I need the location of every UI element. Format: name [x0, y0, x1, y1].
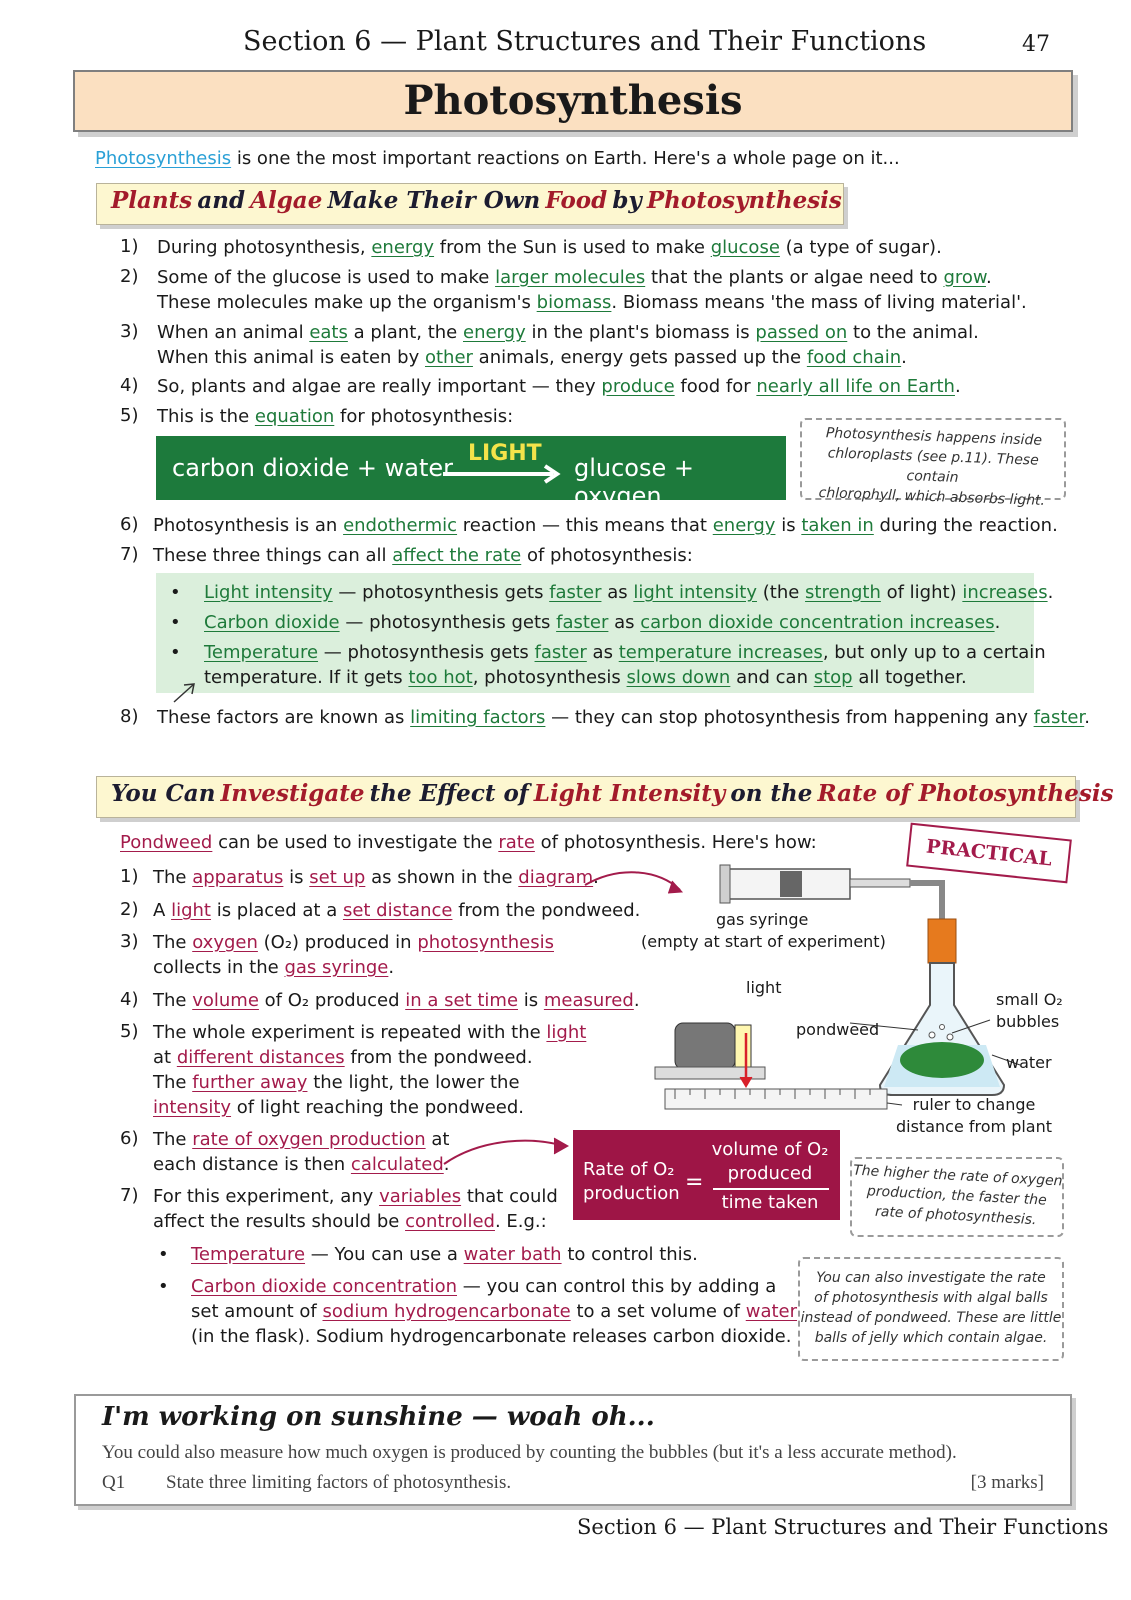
rate-equation	[573, 1130, 840, 1220]
note-chloroplasts: Photosynthesis happens inside chloroplasts (see p.11). These contain chlorophyll, which absorbs light.	[800, 418, 1066, 500]
step-number: 4)	[120, 989, 139, 1010]
point-number: 4)	[120, 375, 139, 396]
point-number: 2)	[120, 266, 139, 287]
note-algal-balls: You can also investigate the rate of photosynthesis with algal balls instead of pondweed. These are little balls of jelly which contain algae.	[798, 1257, 1064, 1361]
equation-reactants: carbon dioxide + water	[172, 454, 453, 482]
bullet: •	[158, 1244, 169, 1265]
rate-numerator: volume of O₂ produced	[711, 1139, 829, 1184]
keyword: taken in	[801, 515, 874, 536]
photosynthesis-equation	[156, 436, 786, 510]
keyword: energy	[712, 515, 776, 536]
step-number: 7)	[120, 1185, 139, 1206]
bullet: •	[158, 1276, 169, 1297]
sub1-word: Food	[545, 187, 608, 214]
step-number: 1)	[120, 866, 139, 887]
point-5: This is the equation for photosynthesis:	[157, 406, 514, 427]
control-co2: Carbon dioxide concentration — you can control this by adding a set amount of sodium hydrogencarbonate to a set volume of water (in the flask). Sodium hydrogencarbonate releases carbon dioxide.	[191, 1276, 798, 1347]
rate-left: Rate of O₂ production	[583, 1159, 680, 1204]
point-8: These factors are known as limiting factors — they can stop photosynthesis from happening any faster.	[157, 707, 1090, 728]
diagram-arrow-icon	[585, 872, 680, 890]
rate-arrow-icon	[440, 1134, 580, 1174]
control-temperature: Temperature — You can use a water bath to control this.	[191, 1244, 698, 1265]
keyword: biomass	[536, 292, 612, 313]
point-2: Some of the glucose is used to make larger molecules that the plants or algae need to grow. These molecules make up the organism's biomass. Biomass means 'the mass of living material'.	[157, 267, 1027, 313]
note-rate: The higher the rate of oxygen production, the faster the rate of photosynthesis.	[850, 1157, 1064, 1237]
point-1: During photosynthesis, energy from the Sun is used to make glucose (a type of sugar).	[157, 237, 942, 258]
question-text: State three limiting factors of photosynthesis.	[166, 1472, 512, 1493]
keyword: affect the rate	[392, 545, 522, 566]
bubble	[929, 1032, 935, 1038]
sub1-word: Make Their Own	[327, 187, 541, 214]
section-header: Section 6 — Plant Structures and Their Functions	[243, 26, 927, 57]
keyword: larger molecules	[495, 267, 646, 288]
equation-arrow-icon	[441, 464, 571, 484]
rate-equals: =	[685, 1170, 704, 1195]
label-pondweed: pondweed	[796, 1020, 880, 1039]
syringe-nozzle	[850, 879, 910, 887]
point-number: 7)	[120, 544, 139, 565]
point-number: 1)	[120, 236, 139, 257]
keyword: energy	[463, 322, 526, 343]
practical-badge: PRACTICAL	[906, 823, 1072, 884]
point-number: 6)	[120, 514, 139, 535]
step-number: 3)	[120, 931, 139, 952]
investigation-intro: Pondweed can be used to investigate the rate of photosynthesis. Here's how:	[120, 832, 817, 853]
equation-condition: LIGHT	[468, 441, 542, 466]
step-2: A light is placed at a set distance from the pondweed.	[153, 900, 641, 921]
point-6: Photosynthesis is an endothermic reaction — this means that energy is taken in during the reaction.	[153, 515, 1058, 536]
pondweed	[900, 1042, 984, 1078]
ruler	[665, 1089, 887, 1109]
lamp-body	[675, 1023, 735, 1069]
point-number: 3)	[120, 321, 139, 342]
step-4: The volume of O₂ produced in a set time is measured.	[153, 990, 640, 1011]
keyword: passed on	[755, 322, 848, 343]
bullet: •	[170, 582, 181, 603]
bubble	[947, 1034, 953, 1040]
summary-text: You could also measure how much oxygen is produced by counting the bubbles (but it's a less accurate method).	[102, 1442, 957, 1463]
summary-heading: I'm working on sunshine — woah oh...	[102, 1402, 655, 1432]
label-ruler: ruler to change distance from plant	[895, 1095, 1053, 1136]
apparatus-diagram	[580, 855, 1100, 1115]
point-4: So, plants and algae are really important — they produce food for nearly all life on Earth.	[157, 376, 961, 397]
keyword: glucose	[710, 237, 780, 258]
point-7: These three things can all affect the rate of photosynthesis:	[153, 545, 693, 566]
lamp-bulb	[735, 1025, 751, 1067]
keyword: endothermic	[343, 515, 458, 536]
syringe-plunger	[780, 871, 802, 897]
label-water: water	[1006, 1053, 1052, 1072]
question-marks: [3 marks]	[970, 1472, 1044, 1493]
page-number: 47	[1022, 32, 1050, 57]
keyword: eats	[309, 322, 348, 343]
fraction-bar	[713, 1188, 829, 1190]
intro-line	[95, 146, 900, 171]
step-number: 5)	[120, 1021, 139, 1042]
bullet: •	[170, 612, 181, 633]
equation-products: glucose + oxygen	[574, 454, 694, 510]
keyword: food chain	[806, 347, 902, 368]
keyword: produce	[601, 376, 675, 397]
bubble	[940, 1025, 945, 1030]
label-light: light	[746, 978, 782, 997]
factor-light: Light intensity — photosynthesis gets faster as light intensity (the strength of light) increases.	[204, 582, 1054, 603]
keyword: nearly all life on Earth	[756, 376, 955, 397]
rate-denominator: time taken	[721, 1192, 819, 1213]
summary-box	[74, 1394, 1072, 1506]
keyword: energy	[371, 237, 435, 258]
point-3: When an animal eats a plant, the energy in the plant's biomass is passed on to the animal. When this animal is eaten by other animals, energy gets passed up the food chain.	[157, 322, 979, 368]
flask-bung	[928, 919, 956, 963]
step-1: The apparatus is set up as shown in the diagram.	[153, 867, 599, 888]
keyword: grow	[943, 267, 986, 288]
step-7: For this experiment, any variables that could affect the results should be controlled. E.g.:	[153, 1186, 558, 1232]
point-number: 8)	[120, 706, 139, 727]
label-bubbles: small O₂ bubbles	[996, 990, 1063, 1031]
sub1-word: Algae	[250, 187, 323, 214]
sub1-word: and	[197, 187, 246, 214]
sub1-word: Plants	[111, 187, 193, 214]
factor-temperature: Temperature — photosynthesis gets faster as temperature increases, but only up to a certain temperature. If it gets too hot, photosynthesis slows down and can stop all together.	[204, 642, 1046, 688]
subheading-investigate: You Can Investigate the Effect of Light Intensity on the Rate of Photosynthesis	[96, 776, 1076, 818]
title-banner	[73, 70, 1073, 132]
footer-section: Section 6 — Plant Structures and Their Functions	[577, 1515, 1109, 1539]
label-gas-syringe: gas syringe	[716, 910, 809, 929]
intro-text: is one the most important reactions on Earth. Here's a whole page on it...	[236, 148, 900, 169]
syringe-plunger-end	[720, 865, 730, 903]
step-number: 6)	[120, 1128, 139, 1149]
step-3: The oxygen (O₂) produced in photosynthesis collects in the gas syringe.	[153, 932, 554, 978]
sub1-word: by	[612, 187, 642, 214]
point-number: 5)	[120, 405, 139, 426]
bullet: •	[170, 642, 181, 663]
sub1-word: Photosynthesis	[646, 187, 842, 214]
question-label: Q1	[102, 1472, 126, 1493]
step-5: The whole experiment is repeated with the light at different distances from the pondweed. The further away the light, the lower the intensity of light reaching the pondweed.	[153, 1022, 587, 1118]
keyword: equation	[254, 406, 335, 427]
intro-term: Photosynthesis	[95, 148, 232, 169]
step-number: 2)	[120, 899, 139, 920]
step-6: The rate of oxygen production at each distance is then calculated.	[153, 1129, 450, 1175]
subheading-food	[96, 183, 844, 225]
page-title: Photosynthesis	[403, 77, 743, 124]
keyword: other	[424, 347, 473, 368]
factor-co2: Carbon dioxide — photosynthesis gets faster as carbon dioxide concentration increases.	[204, 612, 1001, 633]
pointer-arrow-icon	[170, 680, 200, 706]
label-empty-note: (empty at start of experiment)	[641, 932, 886, 951]
